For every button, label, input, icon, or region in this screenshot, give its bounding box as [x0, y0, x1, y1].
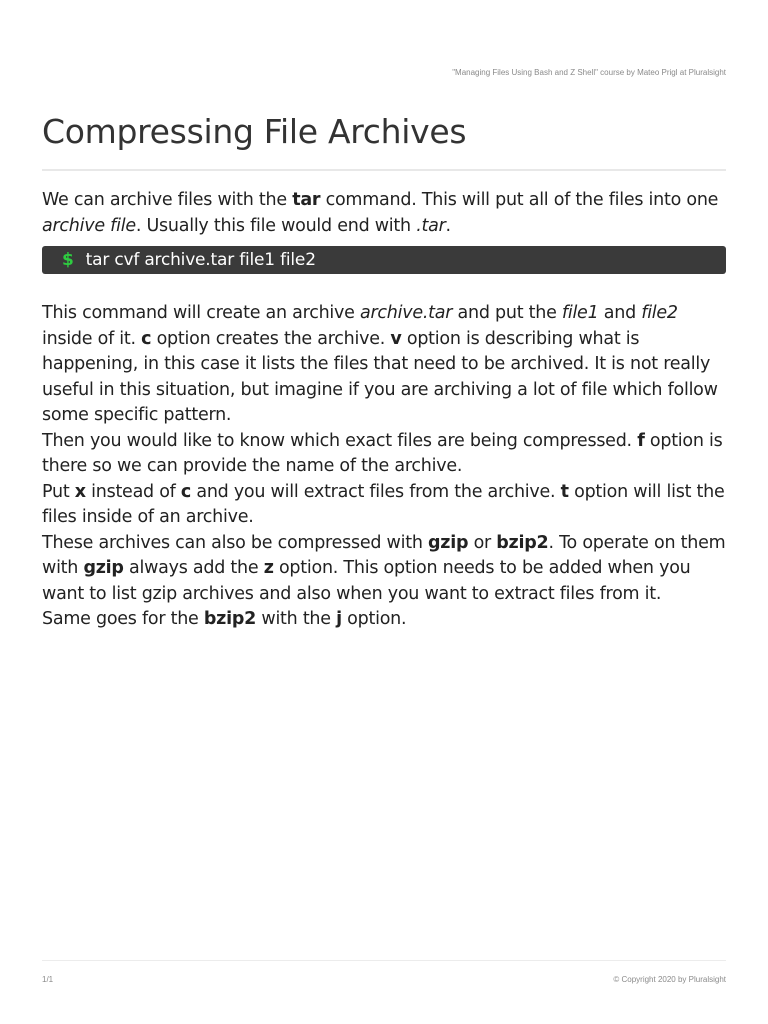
- explanation-paragraph-5: Same goes for the bzip2 with the j option.: [42, 609, 407, 629]
- explanation-paragraph-4: These archives can also be compressed with gzip or bzip2. To operate on them with gzip always add the z option. This option needs to be added when you want to list gzip archives and also when you want to extract files from it.: [42, 532, 726, 604]
- explanation-paragraph-1: This command will create an archive archive.tar and put the file1 and file2 inside of it. c option creates the archive. v option is describing what is happening, in this case it lists the files that need to be archived. It is not really useful in this situation, but imagine if you are archiving a lot of file which follow some specific pattern.: [42, 303, 718, 425]
- code-command: tar cvf archive.tar file1 file2: [85, 250, 316, 270]
- explanation-text: [42, 301, 726, 633]
- code-block[interactable]: [42, 246, 726, 274]
- copyright-notice: © Copyright 2020 by Pluralsight: [613, 975, 726, 984]
- intro-paragraph: We can archive files with the tar command. This will put all of the files into one archive file. Usually this file would end with .tar.: [42, 190, 719, 236]
- document-page: [42, 0, 726, 1024]
- explanation-paragraph-3: Put x instead of c and you will extract files from the archive. t option will list the files inside of an archive.: [42, 481, 725, 527]
- shell-prompt-icon: $: [62, 250, 74, 270]
- page-title: Compressing File Archives: [42, 112, 467, 151]
- page-number: 1/1: [42, 975, 54, 984]
- explanation-paragraph-2: Then you would like to know which exact files are being compressed. f option is there so we can provide the name of the archive.: [42, 430, 723, 476]
- course-attribution: "Managing Files Using Bash and Z Shell" course by Mateo Prigl at Pluralsight: [452, 68, 726, 77]
- title-divider: [42, 169, 726, 171]
- tar-keyword: tar: [292, 190, 321, 210]
- footer-divider: [42, 960, 726, 961]
